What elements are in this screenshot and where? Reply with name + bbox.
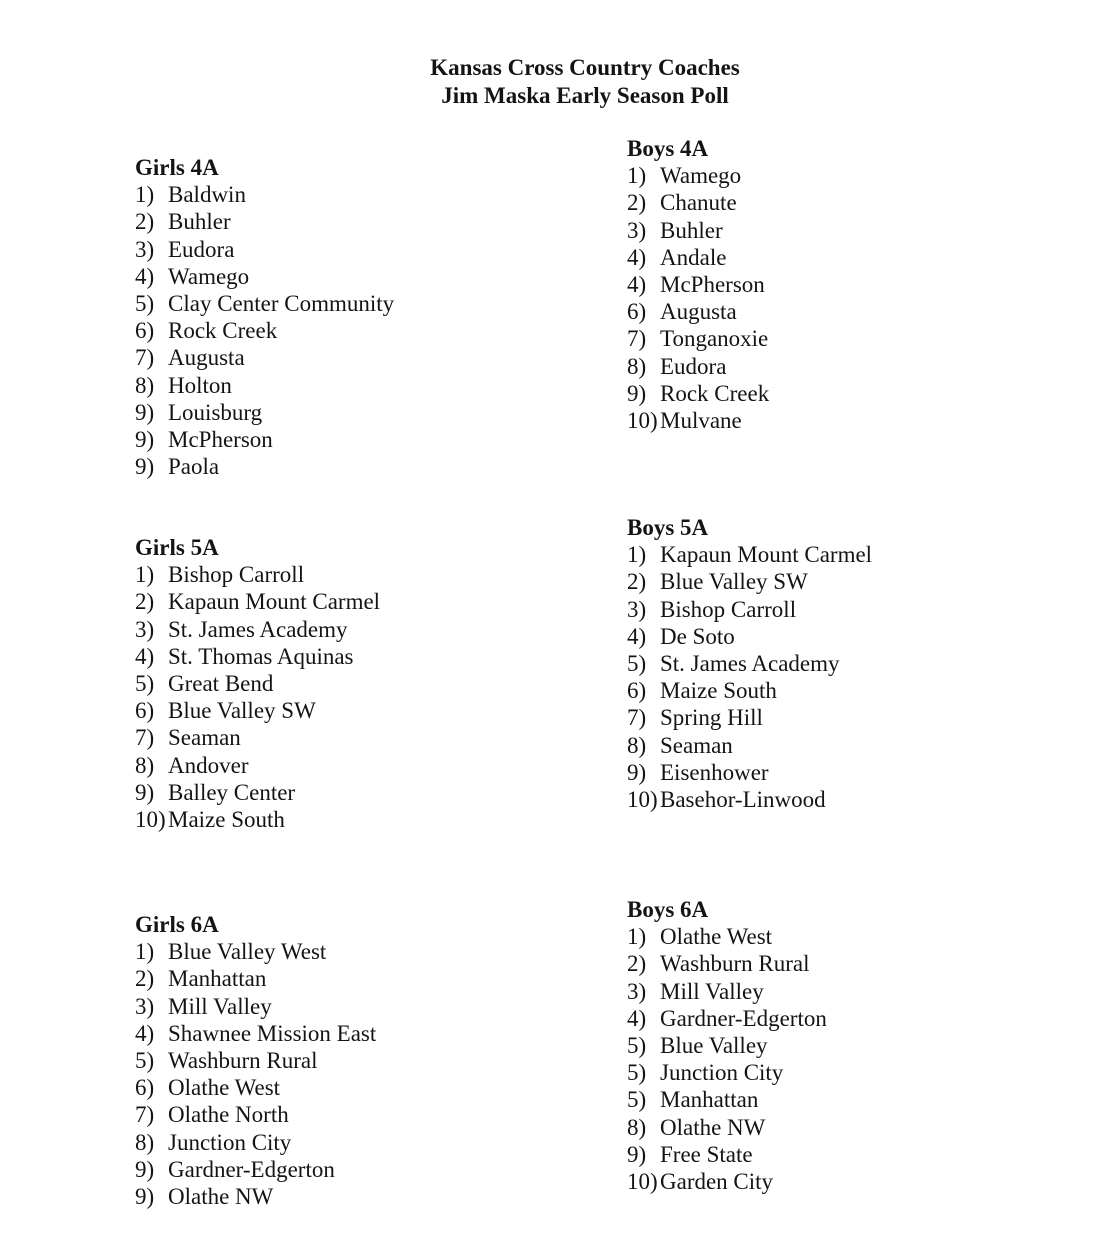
rank-number: 6)	[135, 1075, 155, 1101]
ranking-row	[135, 643, 380, 670]
school-name: Basehor-Linwood	[660, 787, 826, 813]
ranking-list	[627, 541, 872, 813]
school-name: Andale	[660, 244, 727, 270]
school-name: Seaman	[660, 732, 733, 758]
school-name: Balley Center	[168, 779, 296, 805]
ranking-row	[135, 670, 380, 697]
rank-number: 7)	[627, 705, 647, 731]
school-name: Maize South	[168, 807, 285, 833]
ranking-row	[135, 1183, 376, 1210]
ranking-row	[627, 759, 872, 786]
section-boys-5a	[627, 514, 872, 813]
school-name: Gardner-Edgerton	[660, 1005, 827, 1031]
school-name: Augusta	[168, 345, 245, 371]
ranking-row	[627, 623, 872, 650]
section-heading: Girls 6A	[135, 912, 219, 937]
ranking-row	[627, 732, 872, 759]
ranking-row	[135, 965, 376, 992]
school-name: Blue Valley SW	[168, 698, 316, 724]
school-name: Paola	[168, 454, 220, 480]
ranking-row	[135, 344, 394, 371]
school-name: Chanute	[660, 190, 737, 216]
rank-number: 5)	[627, 651, 647, 677]
rank-number: 5)	[627, 1087, 647, 1113]
school-name: Gardner-Edgerton	[168, 1156, 335, 1182]
section-heading: Boys 5A	[627, 515, 709, 540]
rank-number: 3)	[135, 993, 155, 1019]
rank-number: 10)	[627, 408, 658, 434]
ranking-row	[627, 650, 872, 677]
rank-number: 8)	[135, 752, 155, 778]
rank-number: 1)	[627, 163, 647, 189]
ranking-row	[627, 1114, 827, 1141]
school-name: Olathe North	[168, 1102, 289, 1128]
rank-number: 9)	[135, 779, 155, 805]
school-name: Clay Center Community	[168, 291, 395, 317]
school-name: Bishop Carroll	[660, 596, 797, 622]
school-name: St. James Academy	[660, 651, 840, 677]
ranking-row	[627, 1141, 827, 1168]
title-line-1: Kansas Cross Country Coaches	[430, 55, 740, 80]
rank-number: 7)	[135, 1102, 155, 1128]
school-name: Buhler	[660, 217, 723, 243]
section-heading: Girls 5A	[135, 535, 219, 560]
school-name: Bishop Carroll	[168, 562, 305, 588]
rank-number: 6)	[627, 299, 647, 325]
school-name: Maize South	[660, 678, 777, 704]
ranking-row	[627, 541, 872, 568]
ranking-row	[135, 426, 394, 453]
school-name: Tonganoxie	[660, 326, 769, 352]
ranking-row	[135, 588, 380, 615]
school-name: Blue Valley SW	[660, 569, 808, 595]
rank-number: 4)	[627, 244, 647, 270]
school-name: Holton	[168, 372, 232, 398]
rank-number: 5)	[135, 1048, 155, 1074]
school-name: Kapaun Mount Carmel	[660, 542, 873, 568]
school-name: St. Thomas Aquinas	[168, 643, 354, 669]
school-name: Eudora	[660, 353, 727, 379]
school-name: Washburn Rural	[168, 1048, 318, 1074]
section-boys-4a	[627, 135, 769, 434]
school-name: Mulvane	[660, 408, 742, 434]
section-girls-6a	[135, 911, 376, 1210]
ranking-row	[627, 217, 769, 244]
rank-number: 2)	[627, 190, 647, 216]
ranking-row	[135, 1101, 376, 1128]
school-name: Manhattan	[660, 1087, 759, 1113]
school-name: Blue Valley	[660, 1033, 768, 1059]
rank-number: 10)	[135, 807, 166, 833]
ranking-row	[135, 1074, 376, 1101]
ranking-row	[135, 752, 380, 779]
ranking-row	[627, 189, 769, 216]
school-name: Free State	[660, 1141, 753, 1167]
school-name: McPherson	[660, 272, 765, 298]
rank-number: 2)	[135, 589, 155, 615]
rank-number: 5)	[627, 1033, 647, 1059]
school-name: Garden City	[660, 1169, 774, 1195]
school-name: McPherson	[168, 427, 273, 453]
ranking-row	[135, 263, 394, 290]
rank-number: 1)	[135, 182, 155, 208]
ranking-row	[627, 271, 769, 298]
ranking-list	[135, 561, 380, 833]
ranking-row	[627, 1059, 827, 1086]
ranking-row	[627, 353, 769, 380]
rank-number: 10)	[627, 1169, 658, 1195]
school-name: Mill Valley	[660, 978, 764, 1004]
ranking-row	[627, 407, 769, 434]
rank-number: 3)	[627, 217, 647, 243]
rank-number: 6)	[627, 678, 647, 704]
rank-number: 5)	[135, 671, 155, 697]
ranking-row	[627, 325, 769, 352]
rank-number: 5)	[627, 1060, 647, 1086]
ranking-list	[135, 181, 394, 480]
rank-number: 3)	[135, 616, 155, 642]
rank-number: 4)	[627, 1005, 647, 1031]
ranking-row	[135, 399, 394, 426]
ranking-row	[135, 372, 394, 399]
rank-number: 2)	[627, 951, 647, 977]
section-heading: Boys 6A	[627, 897, 709, 922]
school-name: Rock Creek	[660, 380, 770, 406]
rank-number: 9)	[135, 454, 155, 480]
rank-number: 4)	[135, 263, 155, 289]
school-name: Great Bend	[168, 671, 274, 697]
school-name: Manhattan	[168, 966, 267, 992]
ranking-row	[135, 993, 376, 1020]
school-name: Kapaun Mount Carmel	[168, 589, 381, 615]
ranking-row	[135, 806, 380, 833]
rank-number: 7)	[135, 725, 155, 751]
ranking-row	[627, 677, 872, 704]
section-girls-4a	[135, 154, 394, 480]
section-heading: Girls 4A	[135, 155, 219, 180]
ranking-row	[135, 208, 394, 235]
school-name: Mill Valley	[168, 993, 272, 1019]
school-name: De Soto	[660, 623, 735, 649]
section-girls-5a	[135, 534, 380, 833]
rank-number: 8)	[135, 1129, 155, 1155]
school-name: Eisenhower	[660, 759, 769, 785]
ranking-list	[627, 162, 769, 434]
ranking-row	[627, 1005, 827, 1032]
ranking-row	[627, 244, 769, 271]
rank-number: 8)	[627, 732, 647, 758]
ranking-row	[135, 616, 380, 643]
rank-number: 9)	[135, 399, 155, 425]
school-name: Shawnee Mission East	[168, 1020, 377, 1046]
school-name: St. James Academy	[168, 616, 348, 642]
school-name: Junction City	[660, 1060, 784, 1086]
ranking-row	[627, 704, 872, 731]
ranking-row	[135, 724, 380, 751]
school-name: Seaman	[168, 725, 241, 751]
rank-number: 8)	[135, 372, 155, 398]
ranking-row	[135, 236, 394, 263]
ranking-row	[627, 1168, 827, 1195]
school-name: Buhler	[168, 209, 231, 235]
school-name: Rock Creek	[168, 318, 278, 344]
school-name: Wamego	[660, 163, 742, 189]
rank-number: 2)	[627, 569, 647, 595]
rank-number: 9)	[627, 380, 647, 406]
rank-number: 9)	[135, 1184, 155, 1210]
ranking-row	[627, 1032, 827, 1059]
rank-number: 3)	[627, 596, 647, 622]
school-name: Olathe West	[660, 924, 773, 950]
ranking-row	[627, 1086, 827, 1113]
rank-number: 3)	[135, 236, 155, 262]
school-name: Baldwin	[168, 182, 246, 208]
ranking-row	[135, 181, 394, 208]
rank-number: 2)	[135, 209, 155, 235]
school-name: Wamego	[168, 263, 250, 289]
rank-number: 4)	[135, 643, 155, 669]
ranking-list	[135, 938, 376, 1210]
school-name: Spring Hill	[660, 705, 763, 731]
rank-number: 6)	[135, 698, 155, 724]
ranking-row	[135, 1020, 376, 1047]
rank-number: 10)	[627, 787, 658, 813]
rank-number: 7)	[627, 326, 647, 352]
ranking-row	[627, 786, 872, 813]
rank-number: 5)	[135, 291, 155, 317]
school-name: Blue Valley West	[168, 939, 327, 965]
rank-number: 4)	[627, 272, 647, 298]
rank-number: 9)	[627, 1141, 647, 1167]
ranking-row	[627, 380, 769, 407]
rank-number: 1)	[627, 542, 647, 568]
school-name: Olathe West	[168, 1075, 281, 1101]
rank-number: 9)	[135, 427, 155, 453]
ranking-row	[135, 1047, 376, 1074]
ranking-row	[135, 1129, 376, 1156]
ranking-row	[135, 561, 380, 588]
rank-number: 9)	[135, 1156, 155, 1182]
rank-number: 8)	[627, 353, 647, 379]
rank-number: 1)	[135, 939, 155, 965]
school-name: Olathe NW	[660, 1114, 766, 1140]
ranking-row	[135, 779, 380, 806]
ranking-row	[627, 950, 827, 977]
ranking-row	[627, 298, 769, 325]
ranking-row	[627, 596, 872, 623]
rank-number: 1)	[627, 924, 647, 950]
ranking-row	[627, 923, 827, 950]
school-name: Andover	[168, 752, 249, 778]
ranking-row	[135, 453, 394, 480]
ranking-row	[135, 1156, 376, 1183]
ranking-row	[135, 938, 376, 965]
school-name: Louisburg	[168, 399, 263, 425]
school-name: Olathe NW	[168, 1184, 274, 1210]
title-line-2: Jim Maska Early Season Poll	[441, 83, 729, 108]
ranking-row	[135, 290, 394, 317]
ranking-row	[135, 317, 394, 344]
school-name: Augusta	[660, 299, 737, 325]
document-title	[430, 54, 739, 110]
school-name: Junction City	[168, 1129, 292, 1155]
rank-number: 7)	[135, 345, 155, 371]
school-name: Eudora	[168, 236, 235, 262]
rank-number: 3)	[627, 978, 647, 1004]
ranking-row	[627, 978, 827, 1005]
rank-number: 8)	[627, 1114, 647, 1140]
ranking-row	[135, 697, 380, 724]
ranking-row	[627, 568, 872, 595]
school-name: Washburn Rural	[660, 951, 810, 977]
rank-number: 2)	[135, 966, 155, 992]
section-boys-6a	[627, 896, 827, 1195]
rank-number: 4)	[135, 1020, 155, 1046]
ranking-row	[627, 162, 769, 189]
rank-number: 1)	[135, 562, 155, 588]
rank-number: 4)	[627, 623, 647, 649]
section-heading: Boys 4A	[627, 136, 709, 161]
rank-number: 9)	[627, 759, 647, 785]
ranking-list	[627, 923, 827, 1195]
rank-number: 6)	[135, 318, 155, 344]
